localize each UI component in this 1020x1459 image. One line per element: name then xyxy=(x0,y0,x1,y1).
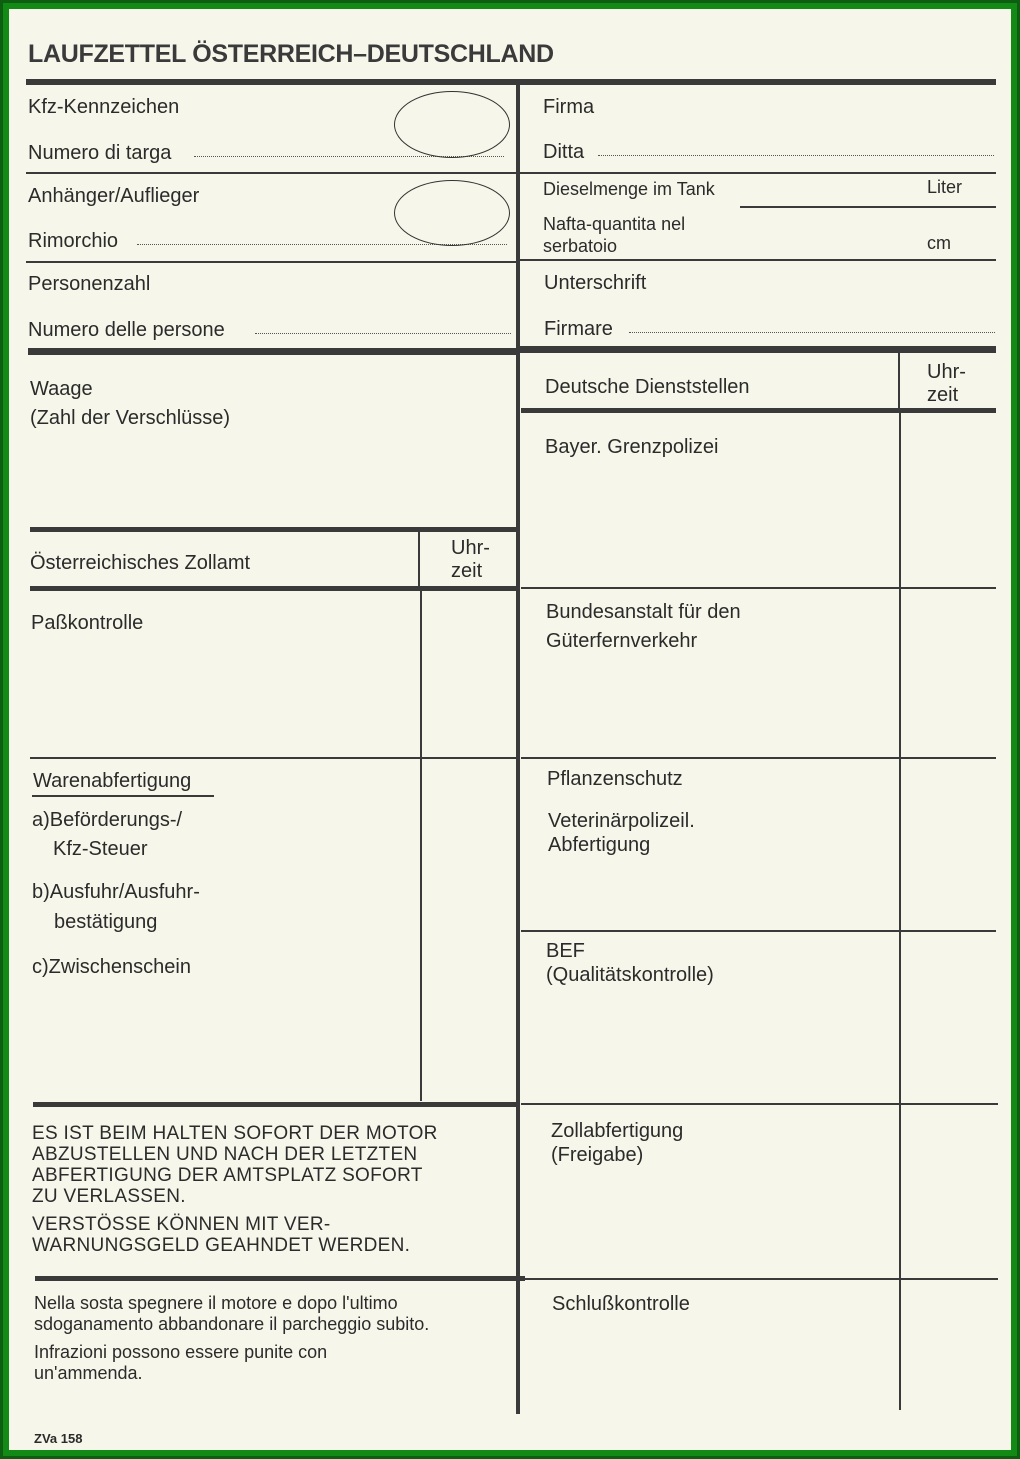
bund-label-1: Bundesanstalt für den xyxy=(546,601,741,623)
left-time-divider-head xyxy=(418,531,420,587)
pass-rule xyxy=(30,757,517,759)
schluss-label: Schlußkontrolle xyxy=(552,1293,690,1315)
zollamt-label: Österreichisches Zollamt xyxy=(30,552,251,574)
waage-label: Waage xyxy=(30,378,93,400)
cm-unit: cm xyxy=(927,233,951,253)
notice-it-rule xyxy=(35,1276,525,1281)
firma-label: Firma xyxy=(543,96,595,118)
dienst-label: Deutsche Dienststellen xyxy=(545,376,750,398)
right-rule-1 xyxy=(520,172,996,174)
zoll-label-2: (Freigabe) xyxy=(551,1144,644,1166)
notice-de-2: ABZUSTELLEN UND NACH DER LETZTEN xyxy=(32,1144,418,1165)
notice-de-1: ES IST BEIM HALTEN SOFORT DER MOTOR xyxy=(32,1123,438,1144)
uhr-label-left: Uhr- xyxy=(451,537,490,559)
notice-de-6: WARNUNGSGELD GEAHNDET WERDEN. xyxy=(32,1235,411,1256)
grenz-rule xyxy=(521,587,996,589)
item-b-1: b)Ausfuhr/Ausfuhr- xyxy=(32,881,200,903)
ditta-label: Ditta xyxy=(543,141,585,163)
vet-label-1: Veterinärpolizeil. xyxy=(548,810,695,832)
notice-de-5: VERSTÖSSE KÖNNEN MIT VER- xyxy=(32,1214,331,1235)
personenzahl-label: Personenzahl xyxy=(28,273,151,295)
notice-it-4: un'ammenda. xyxy=(34,1363,143,1383)
form-number: ZVa 158 xyxy=(34,1431,83,1446)
item-a-2: Kfz-Steuer xyxy=(53,838,148,860)
left-time-column xyxy=(420,591,422,1101)
kfz-label: Kfz-Kennzeichen xyxy=(28,96,180,118)
targa-label: Numero di targa xyxy=(28,142,172,164)
notice-it-1: Nella sosta spegnere il motore e dopo l'ultimo xyxy=(34,1293,398,1313)
vet-rule xyxy=(521,930,996,932)
vet-label-2: Abfertigung xyxy=(548,834,651,856)
bund-rule xyxy=(521,757,996,759)
right-rule-2 xyxy=(520,259,996,261)
notice-it-3: Infrazioni possono essere punite con xyxy=(34,1342,328,1362)
left-rule-1 xyxy=(26,172,516,174)
persone-label: Numero delle persone xyxy=(28,319,225,341)
center-divider xyxy=(516,84,520,1414)
form-title: LAUFZETTEL ÖSTERREICH–DEUTSCHLAND xyxy=(28,40,554,68)
uhr-label-right: Uhr- xyxy=(927,361,966,383)
section-rule-left xyxy=(28,348,517,355)
waren-label: Warenabfertigung xyxy=(33,770,192,792)
right-time-column xyxy=(899,413,901,1410)
dienst-bottom-rule xyxy=(521,408,996,413)
notice-it-2: sdoganamento abbandonare il parcheggio subito. xyxy=(34,1314,430,1334)
zoll-rule xyxy=(523,1278,998,1280)
bef-label-1: BEF xyxy=(546,940,585,962)
pflanz-label: Pflanzenschutz xyxy=(547,768,683,790)
notice-top-rule xyxy=(33,1102,520,1107)
ditta-field[interactable] xyxy=(598,155,994,156)
diesel-label: Dieselmenge im Tank xyxy=(543,179,715,199)
grenz-label: Bayer. Grenzpolizei xyxy=(545,436,719,458)
firmare-field[interactable] xyxy=(629,332,995,333)
unterschrift-label: Unterschrift xyxy=(544,272,647,294)
zeit-label-right: zeit xyxy=(927,384,959,406)
section-rule-right xyxy=(519,346,996,353)
nafta-label-2: serbatoio xyxy=(543,236,618,256)
bef-label-2: (Qualitätskontrolle) xyxy=(546,964,714,986)
zollamt-bottom-rule xyxy=(30,586,517,591)
liter-unit: Liter xyxy=(927,177,963,197)
zeit-label-left: zeit xyxy=(451,560,483,582)
rimorchio-label: Rimorchio xyxy=(28,230,119,252)
right-time-divider-head xyxy=(898,353,900,408)
item-a-1: a)Beförderungs-/ xyxy=(32,809,183,831)
nafta-label-1: Nafta-quantita nel xyxy=(543,214,686,234)
zoll-label-1: Zollabfertigung xyxy=(551,1120,684,1142)
persone-field[interactable] xyxy=(255,333,511,334)
firmare-label: Firmare xyxy=(544,318,613,340)
plate-oval[interactable] xyxy=(394,91,510,158)
trailer-oval[interactable] xyxy=(394,180,510,246)
item-b-2: bestätigung xyxy=(54,911,158,933)
diesel-field-line[interactable] xyxy=(740,206,996,208)
notice-de-3: ABFERTIGUNG DER AMTSPLATZ SOFORT xyxy=(32,1165,423,1186)
bef-rule xyxy=(521,1103,998,1105)
anhaenger-label: Anhänger/Auflieger xyxy=(28,185,200,207)
zollamt-top-rule xyxy=(30,527,517,532)
pass-label: Paßkontrolle xyxy=(31,612,144,634)
waren-underline xyxy=(32,795,214,797)
waage-sublabel: (Zahl der Verschlüsse) xyxy=(30,407,231,429)
notice-de-4: ZU VERLASSEN. xyxy=(32,1186,186,1207)
left-rule-2 xyxy=(26,261,516,263)
bund-label-2: Güterfernverkehr xyxy=(546,630,698,652)
top-rule xyxy=(26,79,996,85)
item-c-1: c)Zwischenschein xyxy=(32,956,191,978)
